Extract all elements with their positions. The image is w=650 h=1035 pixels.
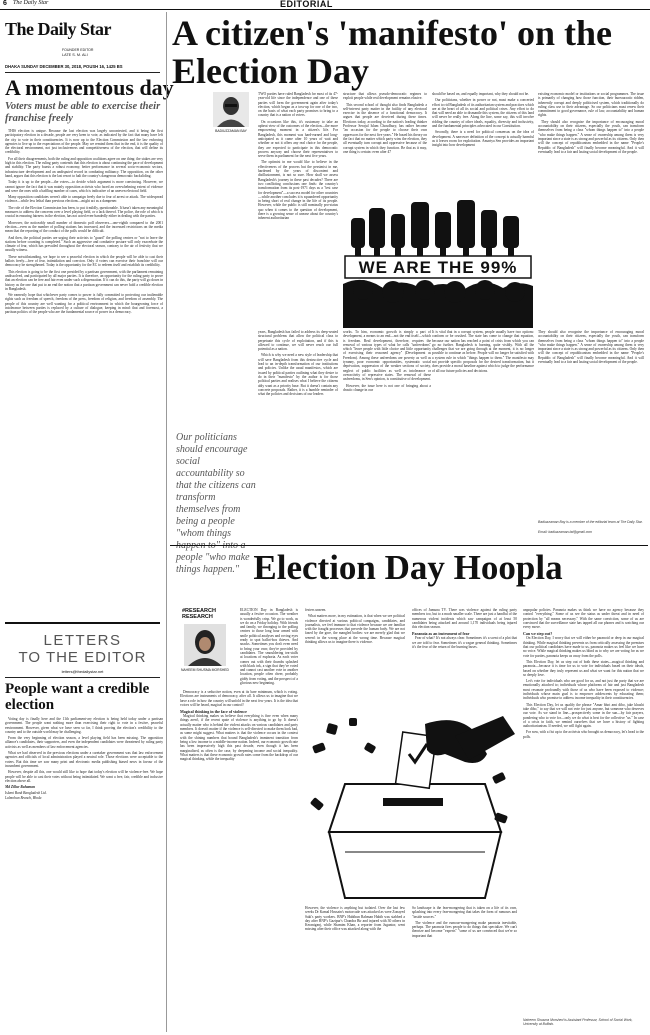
manifesto-col-3: should be based on, and equally important, why they should not be. Our politicians, whether in power or not, must make a concerted effort to rid Bangladesh of its authoritarian system and practices which are at the heart of all its social and political crises. Any effort to do that will need an able to dismantle this system, the citizens of this land will never be really free. Along the line, some say, this will involve ridding the country of other ideals, equality, diversity and inclusivity, and the fundamental principles advocated in our Constitution. Secondly, there is a need for political consensus on the idea of development. A narrower definition of the concept is actually harmful as it leaves room for exploitation. Amartya Sen provides an important insight into how development: [432, 92, 534, 148]
hoopla-author-bio: Naheem Shusma Morshed is Assistant Professor, School of Social Work, University at Buffalo.: [523, 1018, 633, 1026]
editorial-deck: Voters must be able to exercise their franchise freely: [5, 101, 161, 124]
page-number: 6: [3, 0, 7, 7]
hoopla-col-2b: However, the violence is anything but isolated. Over the last few weeks Dr Kamal Hossain's motorcade was attacked as were Zonayed Saki's party workers. BNP's Habibun Rahman Habib was stabbed a day after BNP's Gazipur's Chandra Bir and injured with 30 others in Keraniganj, while Shamim Khan, a reporter from Jugantor, went missing after their office was attacked along with the: [305, 906, 405, 932]
hoopla-headline: Election Day Hoopla: [253, 548, 563, 587]
manifesto-bio: They should also recognise the importance of encouraging moral accountability on their citizens, especially the youth, can transform themselves from being a class "whom things happen to" into a people "who make things happen." A sense of ownership among them is very important since a state is as strong and powerful as its citizens. Only then will the concept of republicanism embedded in the name "People's Republic of Bangladesh" will finally become meaningful. And it will eventually lead to a fair and lasting social development of the people.: [538, 330, 644, 365]
author-name: BADIUZZAMAN BAY: [215, 129, 247, 133]
column-tag-line-2: RESEARCH: [182, 614, 213, 620]
hoopla-subhead-3: Paranoia as an instrument of fear: [412, 631, 470, 637]
hoopla-col-4: unpopular policies. Paranoia makes us think we have no agency because they control "everything." Some of us see the status as under threat and in need of protection by "all means necessary." With the same conviction, some of us are convinced that the surveillance state has tapped all our phones and is watching our every move. Can we step out? On Election Day, I worry that we will either be paranoid or deep in our magical thinking. While magical thinking prevents us from critically assessing the premises that our political candidates have made to us, paranoia makes us feel like we have no voice. While magical thinking makes us blind as to why we are voting for as we vote for parties, paranoia keeps us away from the polls. This Election Day, let us step out of both these states—magical thinking and paranoia—because it is time for us to vote for individuals based on their ideals, based on whether they truly represent us and what we want for this nation that we so deeply love. Let's vote for individuals who are good for us, and not just the party that we are emotionally attached to; individuals whose platforms of fair and just Bangladesh most resonate profoundly with those of us who have been exposed to violence; individuals whose main goal is to empower adolescents by educating them; individuals who promise to address income inequality in their constituencies. This Election Day, let us qualify the phrase "Amar bhot ami dibo, jake khushi take dibo," to say that we will not vote for just anyone, but someone who deserves our vote. As we stand in line—prospectively some in the sun—by fair prayers, pondering who to vote for—only we do what is best for the collective "us." In case of a crisis in faith, we remind ourselves that we have a history of fighting authoritarianism. If needed, we will fight again. For now, with a fist up to the activists who brought us democracy, let's head to the polls.: [523, 608, 644, 739]
hoopla-subhead-4: Can we step out?: [523, 631, 553, 637]
letters-kicker-2: TO THE EDITOR: [18, 649, 147, 666]
hoopla-col-3: offices of Jamuna TV. There was violence against the ruling party members too, but to a much smaller scale. There are just a handful of the numerous violent incidents which saw campaigns of at least 50 candidates being attacked and around 1,170 individuals being injured this election season. Paranoia as an instrument of fear Fear of what? It's not always clear. Sometimes it's a scent of a plot that we are told to fear. Sometimes it's a vague general thinking. Sometimes it's the fear of the return of the burning buses.: [412, 608, 517, 650]
manifesto-author-bio: Badiuzzaman Bay is a member of the editorial team at The Daily Star.: [538, 520, 643, 524]
protest-illustration: [343, 194, 533, 328]
manifesto-col-2b: years, Bangladesh has failed to address its deep-seated structural problems that allow the political class to perpetuate this cycle of exploitation, and if this is allowed to continue, we will never reach our full potential as a nation. Which is why we need a new style of leadership that will save Bangladesh from this destructive cycle and lead to an in-depth transformation of our institutions and policies. Unlike the usual manifestos, which are issued by political parties outlining what they desire to do in their "manifesto" by the author is for those political parties and realises what I believe the citizens ably want as a priority base. But it doesn't contain any concrete proposals. Rather, it is a humble reminder of what the policies and decisions of our leaders: [258, 330, 338, 397]
column-tag-line-1: #RESEARCH: [182, 608, 216, 614]
manifesto-col-1: TWO parties have ruled Bangladesh for most of its 47-year-old life since the independence and one of these parties will form the government again after today's election, which began as a toss-up for one of the two, on the basis of what each party promises to bring to a country that is a nation of voters. On occasions like this, it's customary to take an upbeat view of the outcomes of the election—the more empowering moment in a citizen's life. For Bangladesh, this moment was hard-earned and long-anticipated as it came after 10 years of wait and whether or not it offers any real choice for the people, they are expected to participate in this democratic process anyway and choose their representatives to serve them in parliament for the next five years. The optimist in me would like to believe in the effectiveness of the process but the pessimist in me, hardened by the years of discontent and disillusionment, is not so sure. How shall we assess Bangladesh's journey in these past decades? There are two conflicting conclusions one finds: the country's transformation from its post-1971 days as a "test case for development"—a success model for other countries—while another concludes it is squandered opportunity in being short of real change in the life of its people. However, while the public is still nominally pro-status quo when it comes to the question of development, there is a growing sense of unease about the country's inherent authoritarian: [258, 92, 338, 221]
manifesto-col-4b: It is vital that in a corrupt system, people usually have two options: conform or be crushed. The state has come to change that equation, because our nation has reached a point of crisis from which you can go no further. Bangladesh is burning, quite visibly. With all the challenges that we are going through at the moment, it is no longer possible to continue as before. People will no longer be satisfied with a system rule in which "things happen to them." The manifesto may not provide specific proposals for the desired transformation, but it does provide a moral baseline against which to judge the performance of all our future policies and decisions.: [432, 330, 534, 373]
editorial-title: A momentous day: [5, 75, 174, 100]
manifesto-col-3b: works. To him, economic growth is simply a part of development, a means to an end—not the end itself—which is freedom. Real development, therefore, requires the removal of various types of what he calls "unfreedoms" which "leave people with little choice and little opportunity of exercising their reasoned agency" (Development as Freedom). Among these unfreedoms are poverty as well as tyranny, poor economic opportunities, systematic social deprivation, suppression of the weaker sections of society, neglect of public facilities as well as intolerance or overactivity of repressive states. The removal of these unfreedoms, in Sen's opinion, is constitutive of development. However, the issue here is not one of bringing about a drastic change in our: [343, 330, 431, 392]
paper-name-small: The Daily Star: [13, 0, 49, 6]
author-photo: [213, 92, 249, 127]
founder-name: LATE S. M. ALI: [62, 53, 88, 57]
editorial-body: THIS election is unique. Because the last election was largely uncontested, and it being the first participatory election in a decade, people are very keen to vote, as indicated by the fact that many have left the city to vote in their constituencies. It is now up to the Election Commission and the law enforcing agencies to live up to the expectations of the people. May we remind them that in the end, it is the quality of the electoral environment, not just inclusiveness and competitiveness of the election, that will define its credibility. For all their disagreements, both the ruling and opposition coalitions agree on one thing: the stakes are very high in this election. The ruling party contends that this election is about continuing the pace of development and stability. The party boasts a robust economy, better performance in several socio-economic sectors, infrastructure development and an undisputed record in combating militancy. The opposition, on the other hand, argues that this election is the last resort to halt the country's dangerous democratic backsliding. Today it is up to the people—the voters—to decide which argument is more convincing. However, we cannot ignore the fact that it was mainly opposition activists who faced an overwhelming extent of violence and were the ones with a baffling number of cases, which is indicative of an uneven electoral field. Many opposition candidates weren't able to campaign freely due to fear of arrest or attack. The widespread violence—while less lethal than previous elections—might act as a dampener. The role of the Election Commission has been, to put it mildly, questionable. It hasn't taken any meaningful measures to address the concerns over a level playing field, or a lack thereof. The police, the role of which is crucial in ensuring fairness in the election, has not acted even-handedly either in dealing with the parties. Moreover, the noticeably small number of domestic poll observers—one-eighth compared to the 2001 election—even as the number of polling stations has increased, and the increased restrictions on the media mean that the reporting of the conduct of the polls would be difficult. And then, the political parties are urging their activists to "guard" the polling centres or "not to leave the stations before counting is completed." Such an aggressive and combative posture will only exacerbate the climate of fear, which has prevailed throughout the electoral season, contrary to the air of festivity that we usually witness. These notwithstanding, we hope to see a peaceful election in which the people will be able to cast their ballots freely—free of fear, intimidation and coercion. Only if voters can exercise their franchise will our democracy be strengthened. Today is the opportunity for the EC to redeem itself and establish its credibility. This election is going to be the first one presided by a partisan government, with the parliament remaining undissolved, and participated by all major parties. It is therefore, an opportunity for the ruling party to prove that an election can be free and fair even under such a dispensation. If it can do this, the party will go down in history as the one that put to an end the notion that a partisan government can never hold a credible election in Bangladesh. We earnestly hope that whichever party comes to power is fully committed to protecting our inalienable rights such as freedom of speech, freedom of the press, freedom of religion, and freedom of assembly. The people of this country are well wanting for a political environment in which the bourgeoning force of intolerance between parties is replaced by a culture of dialogue, keeping in mind: that and foremost, a partisan politics of the people who are the fundamental source of power in a democracy.: [5, 129, 163, 315]
protest-banner-text: WE ARE THE 99%: [358, 258, 518, 277]
hoopla-col-3b: So landscape is the fear-mongering that is taken on a life of its own, splashing into every fear-mongering that takes the form of rumours and "inside sources." The violence and the rumour-mongering make paranoia inevitable, perhaps. The paranoia fires people to do things that specialize. We can't theorize and become "experts" "some of us are convinced that we're so important that: [412, 906, 517, 938]
ballot-illustration: [305, 714, 517, 904]
letters-headline: People want a credible election: [5, 681, 150, 713]
masthead-logo: The Daily Star: [5, 19, 112, 39]
hoopla-col-1a: ELECTION Day in Bangladesh is usually a festive occasion. The weather is wonderfully crisp. We go to work, as we do on a Friday holiday. With friends and family, we thronging to the polling centres to those long hour armed with smile political analyses and roving eyes ready to spot ballot-box thieves. And snacks. Sometimes you don't even need to bring your own; they're provided by candidates. The smouldering tea-stalls at locations of euphoria. As each voter comes out with their thumbs splashed with black ink, a sign that they've voted and cannot cast another vote in another location, people often cheer, probably giddy from voting, and the prospect of a glorious new beginning.: [240, 608, 298, 686]
hoopla-author-photo: [184, 624, 226, 666]
pull-quote: Our politicians should encourage social accountability so that the citizens can transform themselves from being a people "whom things happen to" into a people "who make things happen.": [176, 432, 256, 575]
author-portrait-icon: [213, 92, 249, 127]
manifesto-headline: A citizen's 'manifesto' on the Election Day: [172, 13, 612, 91]
dateline: DHAKA SUNDAY DECEMBER 30, 2018, POUSH 16, 1425 BS: [5, 64, 123, 69]
letters-email[interactable]: letters@thedailystar.net: [61, 669, 104, 674]
manifesto-col-4: existing economic model or institutions or social programmes. The issue is primarily of changing how those function, their bureaucratic ridden, inherently corrupt and deeply politicised system, which traditionally do ruling class use to their advantage. So our politicians must renew their commitment to good governance, rule of law, accountability and human rights. They should also recognise the importance of encouraging moral accountability on their citizens, especially the youth, can transform themselves from being a class "whom things happen to" into a people "who make things happen." A sense of ownership among them is very important since a state is as strong and powerful as its citizens. Only then will the concept of republicanism embedded in the name "People's Republic of Bangladesh" will finally become meaningful. And it will eventually lead to a fair and lasting social development of the people.: [538, 92, 644, 154]
manifesto-col-2: structure that allows pseudo-democratic regimes to exploit people while real development remains elusive. This second school of thought also finds Bangladesh a self-interest party matter in the futility of any electoral exercise in the absence of a functional democracy. It argues that people are deceived during these times. Elections today, according to the nation's leading thinker Professor Serajul Islam Choudhury, has rather become "an occasion for the people to choose their own oppressors for the next five years." He based his theory on the fact that no matter which party wins the election, they all eventually turn corrupt and oppressive because of the corrupt system in which they function. Be that as it may, one thing is certain: even after 47: [343, 92, 427, 154]
letter-signature-line2: Lalmohan Branch, Bhola: [5, 795, 42, 800]
hoopla-col-2: festers unseen. What matters more, in my estimation, is that when we see political violence directed at various political campaigns, candidates, and journalists, we feel immune to that violence because we are familiar with the fraught processes that precede the human body. We are not fazed by the gore, the mangled bodies: we are merely glad that we weren't in the wrong place at the wrong time. Because magical thinking allows us to imagine there is violence.: [305, 608, 405, 645]
letters-body: Voting day is finally here and the 11th parliament-ary election is being held today under a partisan government. The people want nothing more than exercising their right to vote in a festive, peaceful environment. However, given what we have seen so far, I think proving the election's credibility to the country and to the outside world may be challenging. From the very beginning of election season, a level playing field has been missing. The opposition alliance's candidates, their supporters, and even the independent candidates were threatened by ruling party activists as well as members of law enforcement agencies. What we had observed in the previous elections under a caretaker government was that law enforcement agencies and officials of local administration played a neutral role. Those elections were acceptable to the voters. But this time we saw many print and electronic media publishing biased news in favour of the incumbent government. However, despite all this, one would still like to hope that today's election will be violence-free. We hope people will be able to cast their votes without being intimidated. We want a free, fair, credible and inclusive election above all. Md Zillur Rahaman Islami Bank Bangladesh Ltd. Lalmohan Branch, Bhola: [5, 717, 163, 800]
column-tag: [182, 608, 232, 620]
section-label: EDITORIAL: [280, 0, 333, 9]
author-portrait-icon: [184, 624, 226, 666]
hoopla-col-1: Democracy is a seductive notion, even at its bare minimum, which is voting. Elections are instruments of democracy, after all. It allows us to imagine that we have a role in how the country will unfold in the next few years. It is the idea that voices will be heard, magical in our control! Magical thinking in the face of violence Magical thinking makes us believe that everything is fine even when many things aren't, if the recent spate of violence is anything to go by. It doesn't actually matter who is behind the violent attacks on various candidates and party members. It doesn't matter if the violence is self-directed to make them look bad, as some might suggest. What matters is that the violence occurs in the context with the shining numbers that bound Bangladesh's imminent transition from being a low income to a middle-income nation. Indeed, our economic growth rate has been impressively high this past decade, even though it has been marginalised, as often is the case, by deepening income and social inequality. What matters is that these economic growth rates come from the backdrop of our magical thinking, while the inequality: [180, 690, 298, 762]
ballot-hand-icon: [305, 714, 517, 904]
letter-signature-line1: Islami Bank Bangladesh Ltd.: [5, 791, 47, 796]
letter-signature-name: Md Zillur Rahaman: [5, 785, 35, 790]
hoopla-subhead-1: Magical thinking in the face of violence: [180, 709, 247, 715]
founder-label: FOUNDER EDITOR: [62, 48, 94, 52]
manifesto-author-email[interactable]: Email: badiuzzaman.bd@gmail.com: [538, 530, 593, 534]
letters-kicker: LETTERS: [43, 632, 122, 649]
hoopla-author-name: NAHEEM SHUSMA MORSHED: [180, 668, 230, 672]
